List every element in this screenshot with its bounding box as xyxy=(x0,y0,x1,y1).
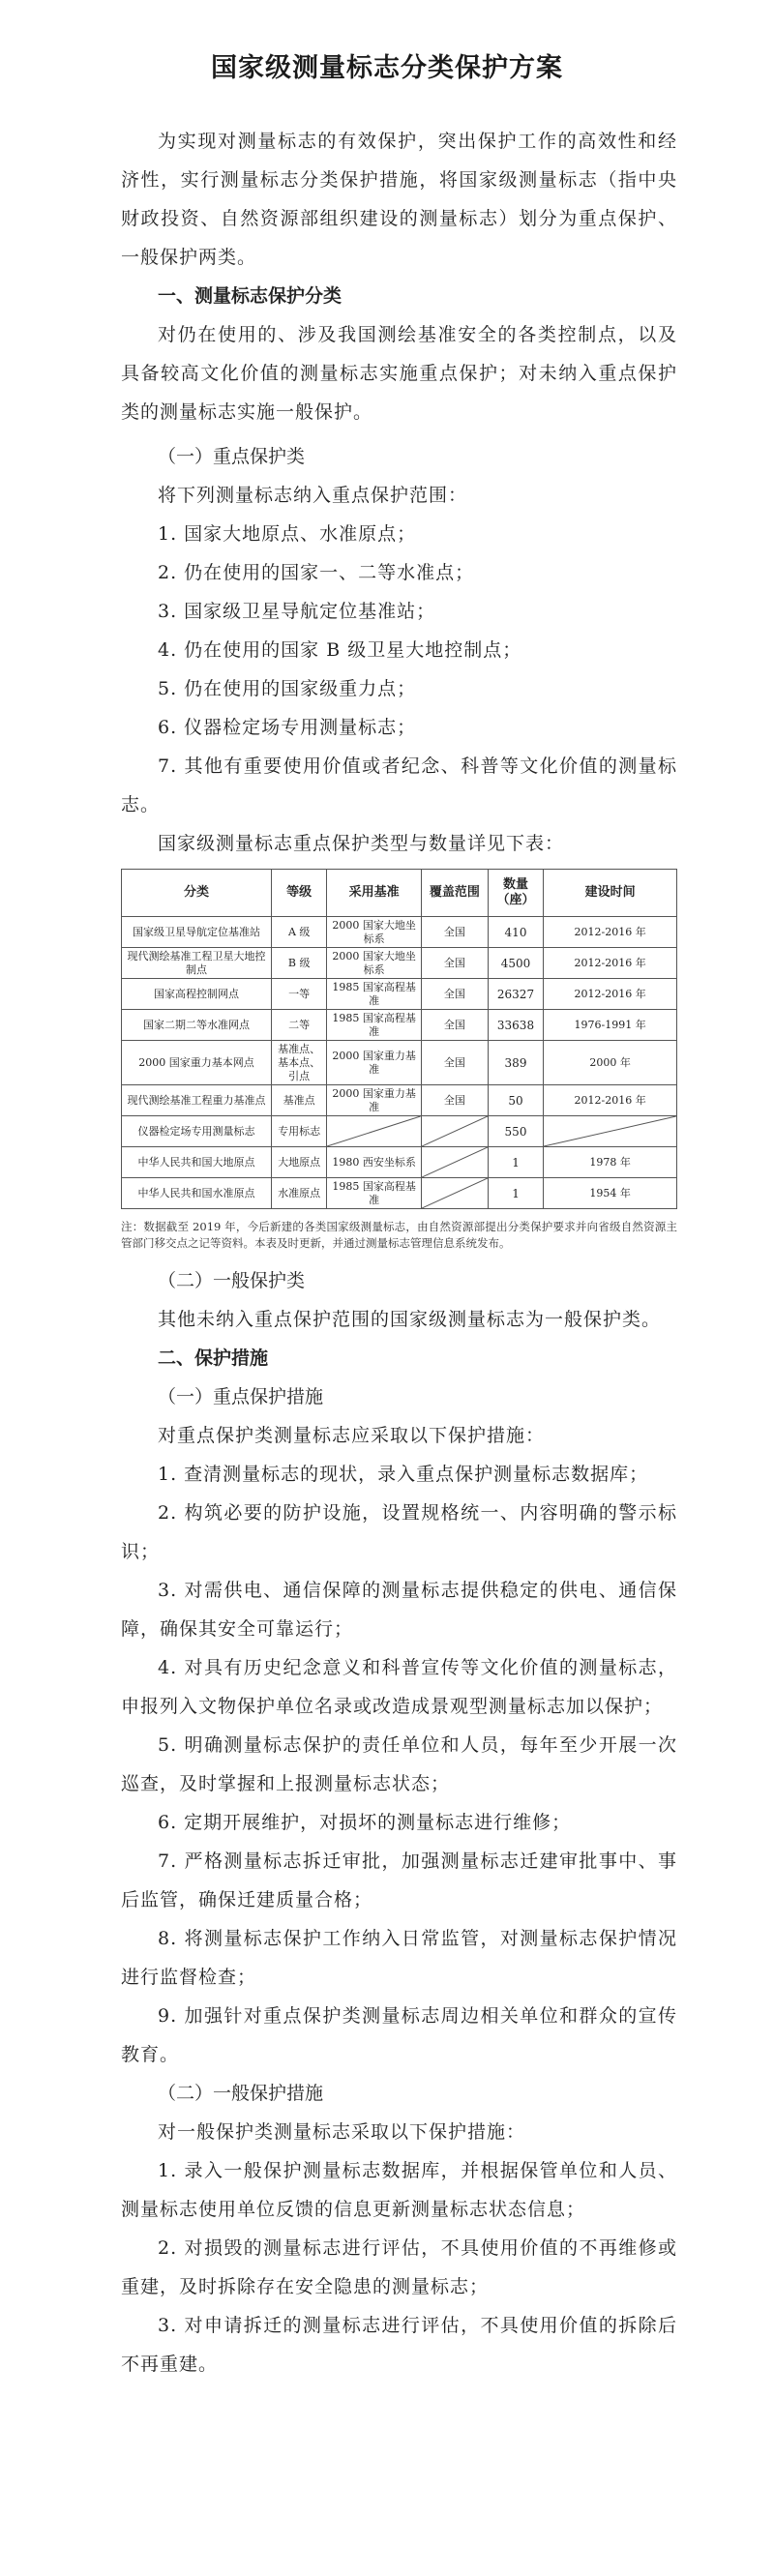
table-row xyxy=(122,979,677,1010)
col-header-datum: 采用基准 xyxy=(327,870,422,917)
empty-cell-slash xyxy=(422,1178,488,1208)
cell-count: 26327 xyxy=(488,979,543,1010)
table-row xyxy=(122,1147,677,1178)
table-row xyxy=(122,948,677,979)
cell-category: 2000 国家重力基本网点 xyxy=(122,1041,272,1085)
intro-paragraph: 为实现对测量标志的有效保护，突出保护工作的高效性和经济性，实行测量标志分类保护措施，将国家级测量标志（指中央财政投资、自然资源部组织建设的测量标志）划分为重点保护、一般保护两类。 xyxy=(121,131,677,268)
key-measure-item: 9. 加强针对重点保护类测量标志周边相关单位和群众的宣传教育。 xyxy=(121,2005,677,2065)
key-protection-list xyxy=(121,515,677,824)
key-measure-item: 8. 将测量标志保护工作纳入日常监管，对测量标志保护情况进行监督检查； xyxy=(121,1928,677,1988)
table-row xyxy=(122,1085,677,1116)
cell-scope: 全国 xyxy=(421,948,488,979)
cell-scope: 全国 xyxy=(421,1041,488,1085)
cell-category: 现代测绘基准工程重力基准点 xyxy=(122,1085,272,1116)
document-body xyxy=(121,122,677,2384)
table-row xyxy=(122,1116,677,1147)
key-protection-item: 3. 国家级卫星导航定位基准站； xyxy=(158,601,436,622)
cell-count: 1 xyxy=(488,1147,543,1178)
empty-cell-slash xyxy=(422,1147,488,1177)
col-header-category: 分类 xyxy=(122,870,272,917)
general-measures-heading: （二）一般保护措施 xyxy=(158,2083,324,2104)
key-measure-item: 4. 对具有历史纪念意义和科普宣传等文化价值的测量标志，申报列入文物保护单位名录或改造成景观型测量标志加以保护； xyxy=(121,1657,677,1717)
key-protection-item: 7. 其他有重要使用价值或者纪念、科普等文化价值的测量标志。 xyxy=(121,755,677,815)
key-protection-item: 5. 仍在使用的国家级重力点； xyxy=(158,678,417,699)
empty-cell-slash xyxy=(422,1116,488,1146)
key-measure-item: 3. 对需供电、通信保障的测量标志提供稳定的供电、通信保障，确保其安全可靠运行； xyxy=(121,1580,677,1640)
document-title: 国家级测量标志分类保护方案 xyxy=(211,53,563,83)
cell-datum: 1980 西安坐标系 xyxy=(327,1147,422,1178)
cell-datum: 2000 国家大地坐标系 xyxy=(327,948,422,979)
cell-scope: 全国 xyxy=(421,979,488,1010)
cell-time: 2012-2016 年 xyxy=(544,948,677,979)
cell-level: A 级 xyxy=(271,917,326,948)
cell-count: 50 xyxy=(488,1085,543,1116)
cell-count: 4500 xyxy=(488,948,543,979)
key-protection-item: 2. 仍在使用的国家一、二等水准点； xyxy=(158,562,475,583)
cell-level: 基准点 xyxy=(271,1085,326,1116)
cell-level: 水准原点 xyxy=(271,1178,326,1209)
key-protection-item: 1. 国家大地原点、水准原点； xyxy=(158,523,417,545)
cell-category: 国家级卫星导航定位基准站 xyxy=(122,917,272,948)
key-measure-item: 2. 构筑必要的防护设施，设置规格统一、内容明确的警示标识； xyxy=(121,1502,677,1562)
key-protection-item: 6. 仪器检定场专用测量标志； xyxy=(158,717,417,738)
cell-datum: 2000 国家大地坐标系 xyxy=(327,917,422,948)
cell-level: 大地原点 xyxy=(271,1147,326,1178)
cell-time: 2012-2016 年 xyxy=(544,979,677,1010)
general-measure-item: 1. 录入一般保护测量标志数据库，并根据保管单位和人员、测量标志使用单位反馈的信息更新测量标志状态信息； xyxy=(121,2160,677,2220)
table-row xyxy=(122,1041,677,1085)
table-row xyxy=(122,1178,677,1209)
cell-count: 550 xyxy=(488,1116,543,1147)
cell-category: 仪器检定场专用测量标志 xyxy=(122,1116,272,1147)
cell-datum: 2000 国家重力基准 xyxy=(327,1041,422,1085)
protection-table xyxy=(121,869,677,1209)
cell-datum: 2000 国家重力基准 xyxy=(327,1085,422,1116)
general-measures-lead: 对一般保护类测量标志采取以下保护措施： xyxy=(158,2121,526,2143)
cell-time xyxy=(544,1116,677,1147)
key-measure-item: 6. 定期开展维护，对损坏的测量标志进行维修； xyxy=(158,1812,572,1833)
table-lead: 国家级测量标志重点保护类型与数量详见下表： xyxy=(158,833,565,854)
cell-datum xyxy=(327,1116,422,1147)
section1-heading: 一、测量标志保护分类 xyxy=(158,285,342,307)
cell-scope: 全国 xyxy=(421,917,488,948)
key-protection-item: 4. 仍在使用的国家 B 级卫星大地控制点； xyxy=(158,639,522,661)
col-header-level: 等级 xyxy=(271,870,326,917)
col-header-scope: 覆盖范围 xyxy=(421,870,488,917)
general-measures-list xyxy=(121,2151,677,2384)
cell-scope xyxy=(421,1178,488,1209)
cell-category: 中华人民共和国大地原点 xyxy=(122,1147,272,1178)
table-note: 注：数据截至 2019 年，今后新建的各类国家级测量标志，由自然资源部提出分类保护要求并向省级自然资源主管部门移交点之记等资料。本表及时更新，并通过测量标志管理信息系统发布。 xyxy=(121,1220,677,1250)
section2-heading: 二、保护措施 xyxy=(158,1347,269,1369)
cell-datum: 1985 国家高程基准 xyxy=(327,979,422,1010)
cell-level: B 级 xyxy=(271,948,326,979)
cell-time: 1976-1991 年 xyxy=(544,1010,677,1041)
cell-count: 410 xyxy=(488,917,543,948)
cell-datum: 1985 国家高程基准 xyxy=(327,1010,422,1041)
cell-level: 基准点、基本点、引点 xyxy=(271,1041,326,1085)
cell-category: 中华人民共和国水准原点 xyxy=(122,1178,272,1209)
key-measures-list xyxy=(121,1455,677,2074)
key-protection-heading: （一）重点保护类 xyxy=(158,446,306,467)
key-protection-lead: 将下列测量标志纳入重点保护范围： xyxy=(158,485,468,506)
table-header-row xyxy=(122,870,677,917)
cell-count: 1 xyxy=(488,1178,543,1209)
col-header-time: 建设时间 xyxy=(544,870,677,917)
cell-category: 现代测绘基准工程卫星大地控制点 xyxy=(122,948,272,979)
cell-category: 国家二期二等水准网点 xyxy=(122,1010,272,1041)
cell-level: 一等 xyxy=(271,979,326,1010)
cell-scope: 全国 xyxy=(421,1010,488,1041)
cell-count: 33638 xyxy=(488,1010,543,1041)
cell-time: 2012-2016 年 xyxy=(544,1085,677,1116)
cell-scope xyxy=(421,1147,488,1178)
cell-time: 1978 年 xyxy=(544,1147,677,1178)
general-measure-item: 3. 对申请拆迁的测量标志进行评估，不具使用价值的拆除后不再重建。 xyxy=(121,2315,677,2375)
general-measure-item: 2. 对损毁的测量标志进行评估，不具使用价值的不再维修或重建，及时拆除存在安全隐患的测量标志； xyxy=(121,2237,677,2297)
cell-time: 1954 年 xyxy=(544,1178,677,1209)
cell-scope: 全国 xyxy=(421,1085,488,1116)
cell-time: 2000 年 xyxy=(544,1041,677,1085)
general-protection-heading: （二）一般保护类 xyxy=(158,1270,306,1291)
table-row xyxy=(122,1010,677,1041)
table-row xyxy=(122,917,677,948)
empty-cell-slash xyxy=(544,1116,676,1146)
key-measures-heading: （一）重点保护措施 xyxy=(158,1386,324,1407)
general-protection-text: 其他未纳入重点保护范围的国家级测量标志为一般保护类。 xyxy=(158,1309,662,1330)
col-header-count: 数量（座） xyxy=(488,870,543,917)
key-measure-item: 5. 明确测量标志保护的责任单位和人员，每年至少开展一次巡查，及时掌握和上报测量标志状态； xyxy=(121,1734,677,1794)
cell-level: 二等 xyxy=(271,1010,326,1041)
key-measure-item: 7. 严格测量标志拆迁审批，加强测量标志迁建审批事中、事后监管，确保迁建质量合格； xyxy=(121,1851,677,1910)
cell-datum: 1985 国家高程基准 xyxy=(327,1178,422,1209)
cell-scope xyxy=(421,1116,488,1147)
empty-cell-slash xyxy=(327,1116,421,1146)
cell-level: 专用标志 xyxy=(271,1116,326,1147)
table-body xyxy=(122,917,677,1209)
section1-intro: 对仍在使用的、涉及我国测绘基准安全的各类控制点，以及具备较高文化价值的测量标志实施重点保护；对未纳入重点保护类的测量标志实施一般保护。 xyxy=(121,324,677,423)
cell-time: 2012-2016 年 xyxy=(544,917,677,948)
cell-category: 国家高程控制网点 xyxy=(122,979,272,1010)
key-measure-item: 1. 查清测量标志的现状，录入重点保护测量标志数据库； xyxy=(158,1464,649,1485)
cell-count: 389 xyxy=(488,1041,543,1085)
key-measures-lead: 对重点保护类测量标志应采取以下保护措施： xyxy=(158,1425,546,1446)
